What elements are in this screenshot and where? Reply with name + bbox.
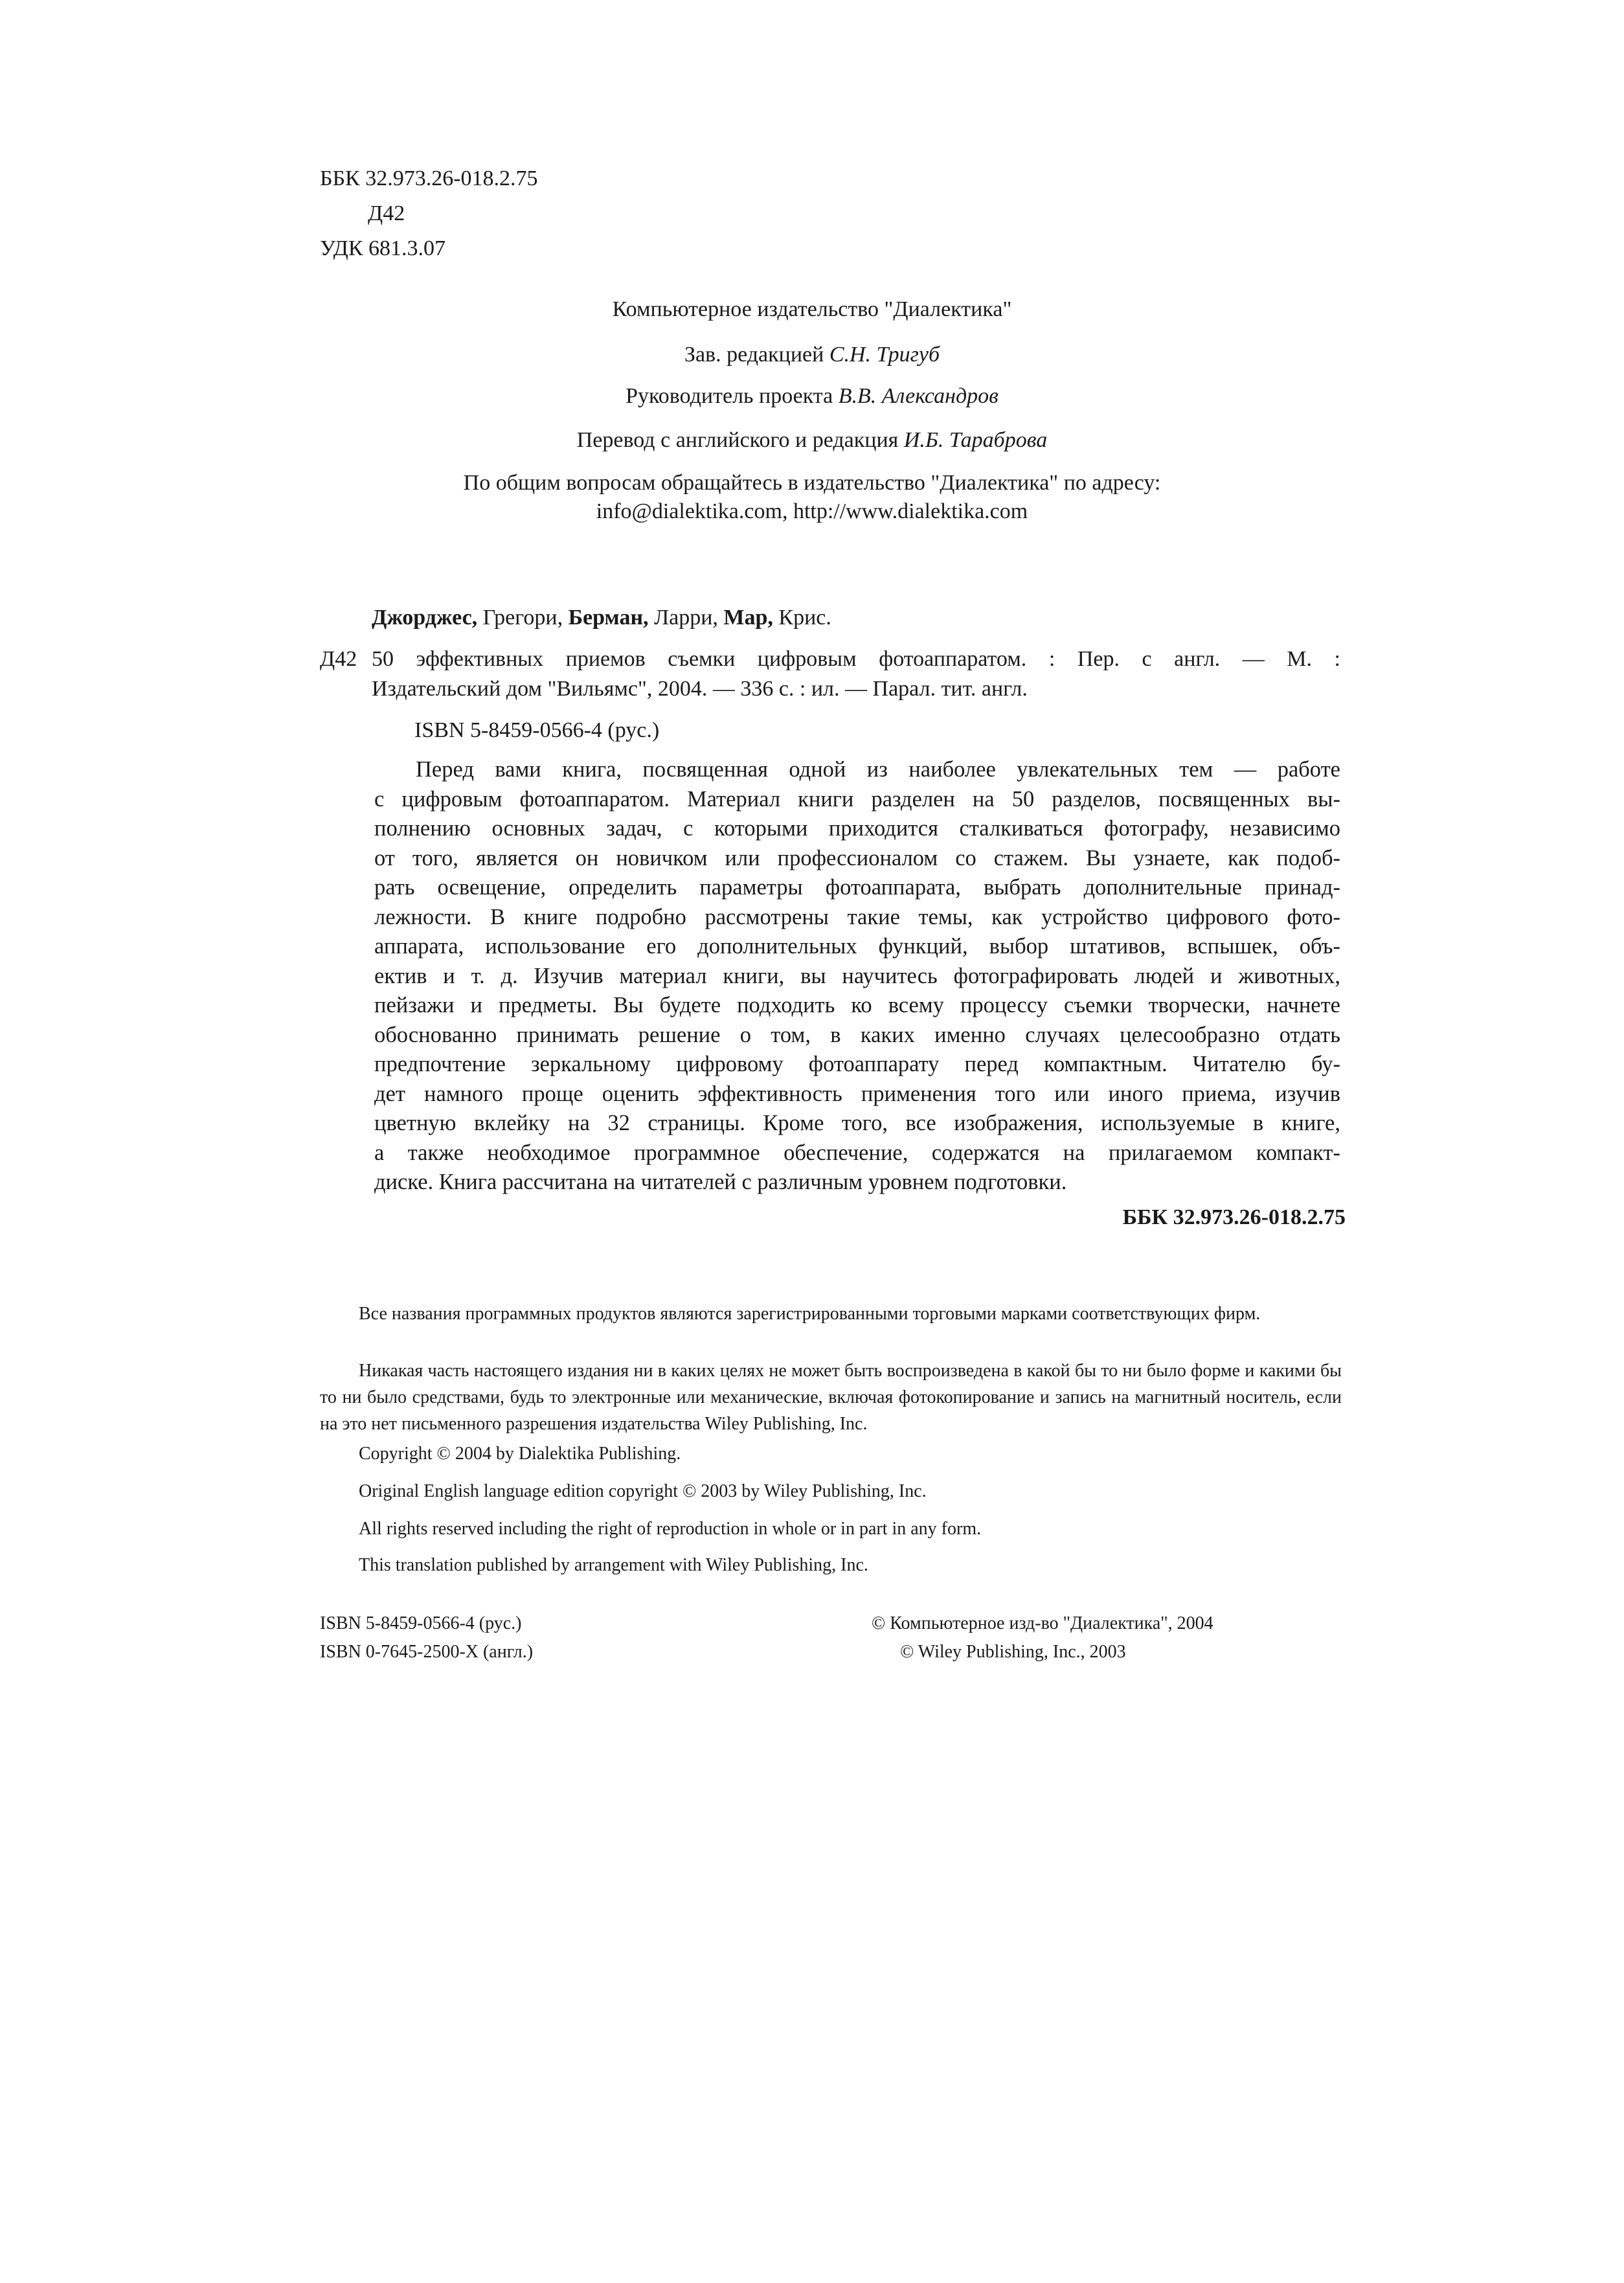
abstract-line: диске. Книга рассчитана на читателей с различным уровнем подготовки. xyxy=(374,1170,1067,1194)
abstract-line: от того, является он новичком или профессионалом со стажем. Вы узнаете, как подоб- xyxy=(374,845,1340,870)
author-surname-1: Джорджес, xyxy=(372,606,478,630)
catalog-authors xyxy=(372,602,831,633)
author-sign: Д42 xyxy=(368,201,405,225)
reproduction-notice: Никакая часть настоящего издания ни в каких целях не может быть воспроизведена в какой бы то ни было форме и какими бы то ни было средствами, будь то электронные или механические, включая фотокопирование и запись на магнитный носитель, если на это нет письменного разрешения издательства Wiley Publishing, Inc. xyxy=(320,1361,1342,1434)
catalog-title-line-1: 50 эффективных приемов съемки цифровым фотоаппаратом. : Пер. с англ. — М. : xyxy=(372,647,1340,671)
footer-isbn-ru: ISBN 5-8459-0566-4 (рус.) xyxy=(320,1613,522,1633)
catalog-bbk-footer: ББК 32.973.26-018.2.75 xyxy=(1122,1205,1346,1229)
abstract-line: Перед вами книга, посвященная одной из наиболее увлекательных тем — работе xyxy=(416,757,1340,782)
author-surname-2: Берман, xyxy=(568,606,649,630)
abstract-line: пейзажи и предметы. Вы будете подходить ко всему процессу съемки творчески, начнете xyxy=(374,993,1340,1017)
abstract-line: дет намного проще оценить эффективность применения того или иного приема, изучив xyxy=(374,1081,1340,1106)
abstract-line: цветную вклейку на 32 страницы. Кроме того, все изображения, используемые в книге, xyxy=(374,1111,1340,1135)
catalog-sign: Д42 xyxy=(320,647,357,671)
catalog-isbn: ISBN 5-8459-0566-4 (рус.) xyxy=(414,718,660,742)
copyright-dialektika: Copyright © 2004 by Dialektika Publishing. xyxy=(359,1444,681,1464)
footer-isbn-en: ISBN 0-7645-2500-X (англ.) xyxy=(320,1642,534,1662)
chief-editor-name: С.Н. Тригуб xyxy=(829,343,940,367)
translation-credit xyxy=(0,425,1624,456)
abstract-line: а также необходимое программное обеспечение, содержатся на прилагаемом компакт- xyxy=(374,1140,1340,1165)
publisher-series: Компьютерное издательство "Диалектика" xyxy=(612,297,1012,321)
contact-line: По общим вопросам обращайтесь в издательство "Диалектика" по адресу: xyxy=(463,471,1161,495)
abstract-line: с цифровым фотоаппаратом. Материал книги разделен на 50 разделов, посвященных вы- xyxy=(374,786,1340,812)
author-given-3: Крис. xyxy=(773,606,831,630)
abstract-line: предпочтение зеркальному цифровому фотоаппарату перед компактным. Читателю бу- xyxy=(374,1052,1340,1076)
chief-editor-label: Зав. редакцией xyxy=(684,343,824,367)
original-edition: Original English language edition copyright © 2003 by Wiley Publishing, Inc. xyxy=(359,1481,927,1501)
rights-reserved: All rights reserved including the right of reproduction in whole or in part in any form. xyxy=(359,1519,982,1539)
abstract-line: рать освещение, определить параметры фотоаппарата, выбрать дополнительные принад- xyxy=(374,875,1340,900)
catalog-title-line-2: Издательский дом "Вильямс", 2004. — 336 с. : ил. — Парал. тит. англ. xyxy=(372,677,1028,701)
trademarks-notice: Все названия программных продуктов являются зарегистрированными торговыми марками соответствующих фирм. xyxy=(359,1304,1261,1324)
abstract-line: обоснованно принимать решение о том, в каких именно случаях целесообразно отдать xyxy=(374,1022,1340,1047)
translator-name: И.Б. Тараброва xyxy=(903,428,1048,452)
udk-code: УДК 681.3.07 xyxy=(320,236,446,260)
chief-editor xyxy=(0,339,1624,370)
author-given-1: Грегори, xyxy=(477,606,569,630)
footer-copy-ru: © Компьютерное изд-во "Диалектика", 2004 xyxy=(872,1613,1213,1633)
footer-copy-en: © Wiley Publishing, Inc., 2003 xyxy=(900,1642,1126,1662)
author-given-2: Ларри, xyxy=(648,606,724,630)
contact-addresses: info@dialektika.com, http://www.dialektika.com xyxy=(596,499,1028,523)
abstract-line: аппарата, использование его дополнительных функций, выбор штативов, вспышек, объ- xyxy=(374,934,1340,959)
project-lead-label: Руководитель проекта xyxy=(626,384,833,408)
author-surname-3: Мар, xyxy=(723,606,773,630)
catalog-abstract xyxy=(374,755,1340,1198)
project-lead xyxy=(0,381,1624,412)
abstract-line: лежности. В книге подробно рассмотрены такие темы, как устройство цифрового фото- xyxy=(374,904,1340,929)
translation-label: Перевод с английского и редакция xyxy=(576,428,899,452)
abstract-line: ектив и т. д. Изучив материал книги, вы научитесь фотографировать людей и животных, xyxy=(374,963,1340,988)
abstract-line: полнению основных задач, с которыми приходится сталкиваться фотографу, независимо xyxy=(374,816,1340,841)
bbk-code: ББК 32.973.26-018.2.75 xyxy=(320,166,538,190)
translation-arrangement: This translation published by arrangement with Wiley Publishing, Inc. xyxy=(359,1555,868,1575)
project-lead-name: В.В. Александров xyxy=(838,384,998,408)
